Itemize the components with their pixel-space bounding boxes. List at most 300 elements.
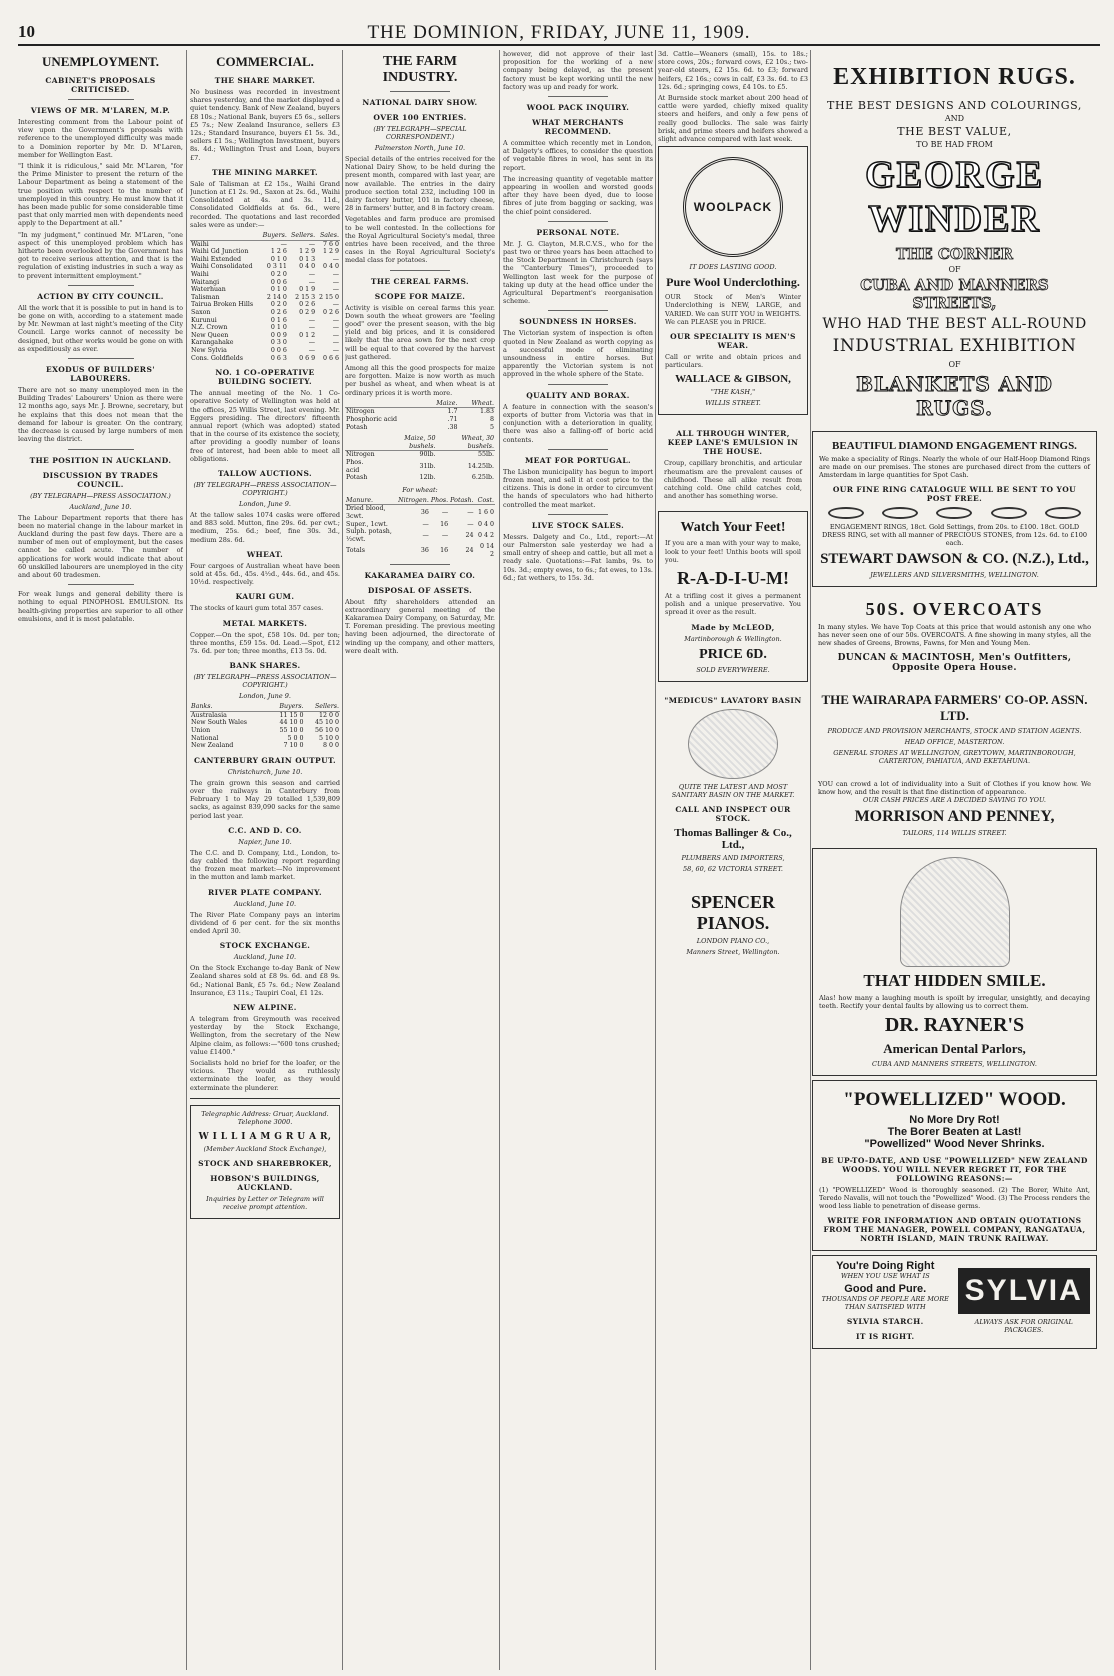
- table-cell: 55 10 0: [279, 726, 304, 734]
- table-cell: —: [441, 531, 449, 539]
- ad-text: In many styles. We have Top Coats at this price that would astonish any one who has never seen one of our 50s. OVERCOATS. A fine showing in many styles, all the new shades of Greens, Browns, Fawns, for Men and Young Men.: [818, 623, 1091, 647]
- ad-text: PRODUCE AND PROVISION MERCHANTS, STOCK AND STATION AGENTS.: [827, 727, 1082, 735]
- table-cell: 5 10 0: [318, 734, 339, 742]
- ad-text: PLUMBERS AND IMPORTERS,: [681, 853, 785, 862]
- table-cell: —: [332, 301, 339, 309]
- article-paragraph: For weak lungs and general debility there is nothing to equal PINOPHOSL EMULSION. Its health-giving properties are superior to all other emulsions, and it is most palatable.: [18, 590, 183, 623]
- column-market-ads: [658, 50, 808, 1670]
- subheading: KAKARAMEA DAIRY CO.: [364, 570, 476, 580]
- ad-heading: SPENCER PIANOS.: [690, 891, 775, 933]
- divider: [68, 99, 134, 100]
- divider: [390, 91, 450, 92]
- table-cell: —: [332, 255, 339, 263]
- article-paragraph: Among all this the good prospects for maize are forgotten. Maize is now worth as much per bushel as wheat, and when wheat is at ordinary prices it is worth more.: [345, 364, 495, 397]
- table-cell: Waihi Extended: [191, 255, 242, 263]
- table-cell: New Zealand: [191, 742, 234, 750]
- divider: [390, 564, 450, 565]
- table-cell: .38: [447, 423, 458, 431]
- divider: [548, 449, 608, 450]
- ad-heading: Watch Your Feet!: [680, 520, 786, 536]
- subheading: LIVE STOCK SALES.: [531, 520, 625, 530]
- table-cell: —: [308, 339, 316, 347]
- table-cell: —: [332, 339, 339, 347]
- table-cell: —: [308, 278, 316, 286]
- table-cell: 1.83: [479, 408, 494, 416]
- table-row: [190, 347, 340, 355]
- table-row: [190, 332, 340, 340]
- ad-heading: ALL THROUGH WINTER, KEEP LANE'S EMULSION IN THE HOUSE.: [667, 429, 799, 457]
- table-row: [190, 286, 340, 294]
- table-cell: 0 6 6: [322, 354, 339, 362]
- ad-text: THE BEST VALUE,: [897, 125, 1012, 138]
- overcoats-advertisement: [812, 591, 1097, 680]
- table-header: Phos.: [430, 496, 449, 504]
- spencer-pianos-advertisement: [658, 884, 808, 963]
- article-paragraph: The River Plate Company pays an interim dividend of 6 per cent. for the six months ended April 30.: [190, 910, 340, 935]
- dateline: London, June 9.: [239, 499, 291, 508]
- dateline: Palmerston North, June 10.: [374, 144, 466, 152]
- subheading: WHEAT.: [246, 549, 284, 559]
- ad-heading: "MEDICUS" LAVATORY BASIN: [664, 695, 802, 705]
- subheading: NEW ALPINE.: [233, 1003, 297, 1013]
- ad-heading: WALLACE & GIBSON,: [675, 373, 791, 386]
- ad-brand: STEWART DAWSON & CO. (N.Z.), Ltd.,: [820, 551, 1089, 567]
- table-row: [345, 505, 495, 521]
- table-cell: Waihi: [191, 271, 209, 279]
- article-paragraph: Socialists hold no brief for the loafer, or the vicious. They would as ruthlessly exterminate the loafer, as they would exterminate the plunderer.: [190, 1059, 340, 1092]
- table-cell: 55lb.: [477, 451, 494, 459]
- table-row: [190, 294, 340, 302]
- article-paragraph: Interesting comment from the Labour point of view upon the Government's proposals with reference to the unemployed difficulty was made to a Dominion reporter by Mr. D. M'Laren, member for Wellington East.: [18, 118, 183, 159]
- table-cell: 44 10 0: [279, 719, 304, 727]
- divider: [68, 285, 134, 286]
- bank-table: [190, 703, 340, 750]
- table-cell: Talisman: [191, 293, 220, 301]
- table-cell: 14.25lb.: [467, 462, 494, 470]
- morrison-penney-advertisement: [812, 776, 1097, 844]
- ad-text: SYLVIA STARCH.: [846, 1317, 924, 1326]
- table-header: Sellers.: [305, 703, 340, 711]
- subheading: WOOL PACK INQUIRY.: [526, 103, 630, 113]
- stewart-dawson-advertisement: [812, 431, 1097, 587]
- ad-text: WHEN YOU USE WHAT IS: [840, 1272, 930, 1280]
- ad-text: Made by McLEOD,: [691, 622, 775, 632]
- ad-text: YOU can crowd a lot of individuality into a Suit of Clothes if you know how. We know how, and the result is that fine distinction of appearance.: [818, 780, 1091, 796]
- ad-text: BLANKETS AND RUGS.: [856, 372, 1053, 420]
- subheading: STOCK EXCHANGE.: [219, 941, 311, 951]
- article-paragraph: Copper.—On the spot, £58 10s. 0d. per ton; three months, £59 15s. 0d. Lead.—Spot, £12 7s. 6d. per ton; three months, £13 5s. 0d.: [190, 630, 340, 655]
- table-header: Sales.: [316, 232, 340, 240]
- ad-text: CUBA AND MANNERS STREETS,: [860, 276, 1049, 312]
- table-header: [345, 435, 379, 451]
- ad-text: LONDON PIANO CO.,: [696, 936, 770, 945]
- article-paragraph: Mr. J. G. Clayton, M.R.C.V.S., who for the past two or three years has been attached to the Stock Department in Christchurch (says the "Canterbury Times"), proceeded to Wellington last week for the purpose of taking up duty at the head office under the Agricultural Department's reorganisation scheme.: [503, 239, 653, 306]
- article-paragraph: Sale of Talisman at £2 15s., Waihi Grand Junction at £1 2s. 9d., Saxon at 2s. 6d., Waihi Consolidated at 4s. and 3s. 11d., Consolidated Goldfields at 6s. 6d., were recorded. The quotations and last recorded sales were as under:—: [190, 179, 340, 229]
- table-cell: —: [422, 531, 429, 539]
- ad-text: Alas! how many a laughing mouth is spoilt by irregular, unsightly, and decaying teeth. Rectify your dental faults by allowing us to correct them.: [819, 994, 1090, 1010]
- table-cell: 2 15 3: [295, 293, 316, 301]
- ad-heading: BEAUTIFUL DIAMOND ENGAGEMENT RINGS.: [832, 440, 1077, 452]
- sylvia-text: [819, 1260, 952, 1344]
- rayner-dental-advertisement: [812, 848, 1097, 1076]
- ad-text: TO BE HAD FROM: [916, 140, 993, 149]
- ad-text: HEAD OFFICE, MASTERTON.: [904, 738, 1005, 746]
- table-cell: 1 2 9: [299, 248, 316, 256]
- table-header: Nitrogen.: [398, 496, 429, 504]
- article-paragraph: The Labour Department reports that there has been no material change in the labour market in Auckland during the past few days. There are a number of men out of employment, but the cases cannot be called acute. The number of applications for work would indicate that about 60 unskilled labourers are unemployed in the city and about 60 tradesmen.: [18, 513, 183, 579]
- table-row: [345, 528, 495, 543]
- section-heading: UNEMPLOYMENT.: [41, 54, 160, 69]
- table-row: [345, 424, 495, 432]
- subheading: BANK SHARES.: [229, 661, 301, 671]
- ad-heading: THE WAIRARAPA FARMERS' CO-OP. ASSN. LTD.: [821, 692, 1088, 723]
- woolpack-logo: [683, 157, 783, 257]
- ring-icon: [1045, 507, 1081, 519]
- ad-heading: Thomas Ballinger & Co., Ltd.,: [674, 826, 792, 851]
- column-divider: [186, 50, 187, 1670]
- table-header: Buyers.: [259, 232, 287, 240]
- column-unemployment: [18, 50, 183, 1670]
- ad-text: OUR Stock of Men's Winter Underclothing is NEW, LARGE, and VARIED. We can SUIT YOU in WEIGHTS. We can PLEASE you in PRICE.: [665, 293, 801, 326]
- fertiliser-table: [345, 435, 495, 482]
- table-cell: 0 2 6: [322, 308, 339, 316]
- article-paragraph: Four cargoes of Australian wheat have been sold at 45s. 6d., 45s. 4½d., 44s. 6d., and 45s. 10½d. respectively.: [190, 561, 340, 587]
- table-caption: For wheat:: [402, 485, 438, 494]
- article-paragraph: The stocks of kauri gum total 357 cases.: [190, 604, 324, 613]
- ring-icon: [828, 507, 864, 519]
- article-paragraph: There are not so many unemployed men in the Building Trades' Labourers' Union as there were 12 months ago, says Mr. J. Browne, secretary, but he explains that this does not mean that the demand for labour is greater. On the contrary, the decrease is caused by large numbers of men leaving the district.: [18, 386, 183, 444]
- table-cell: 0 0 6: [270, 278, 287, 286]
- subheading: METAL MARKETS.: [222, 618, 308, 628]
- subheading: THE POSITION IN AUCKLAND.: [29, 455, 172, 465]
- ad-heading: "POWELLIZED" WOOD.: [843, 1089, 1066, 1110]
- dateline: London, June 9.: [239, 692, 291, 701]
- table-cell: 0 0 9: [270, 331, 287, 339]
- ad-text: THE BEST DESIGNS AND COLOURINGS,: [827, 99, 1082, 112]
- table-header: Maize.: [424, 400, 459, 408]
- ad-text: The Borer Beaten at Last!: [887, 1126, 1022, 1138]
- table-cell: —: [332, 278, 339, 286]
- table-cell: —: [332, 346, 339, 354]
- article-paragraph: Special details of the entries received for the National Dairy Show, to be held during the present month, compared with last year, are now available. The entries in the dairy produce section total 232, including 100 in dairy factory butter, 101 in factory cheese, 28 in farmers' butter, and 8 in factory cream.: [345, 155, 495, 213]
- table-header: Maize, 50 bushels.: [379, 435, 436, 451]
- table-cell: 0 4 0: [477, 520, 494, 528]
- table-row: [190, 355, 340, 363]
- table-row: [190, 256, 340, 264]
- table-row: [190, 317, 340, 325]
- table-cell: Sulph. potash, ½cwt.: [346, 528, 392, 543]
- masthead: [18, 22, 1100, 46]
- table-cell: Super., 1cwt.: [346, 520, 388, 528]
- table-cell: 31lb.: [419, 462, 436, 470]
- ad-text: IT IS RIGHT.: [856, 1332, 915, 1341]
- ad-text: If you are a man with your way to make, look to your feet! Unthis boots will spoil you.: [665, 539, 801, 564]
- table-cell: 0 4 0: [322, 263, 339, 271]
- table-cell: 5 0 0: [287, 734, 304, 742]
- sylvia-brand-box: [958, 1268, 1091, 1337]
- divider: [548, 310, 608, 311]
- table-cell: —: [332, 271, 339, 279]
- table-cell: —: [467, 520, 474, 528]
- column-farm-industry: [345, 50, 495, 1670]
- column-advertisements: [812, 50, 1097, 1670]
- manure-table: [345, 497, 495, 559]
- article-paragraph: The C.C. and D. Company, Ltd., London, to-day cabled the following report regarding the frozen meat market:—No improvement in the mutton and lamb market.: [190, 848, 340, 882]
- table-cell: 24: [465, 531, 474, 539]
- table-row: [190, 263, 340, 271]
- table-cell: 0 0 6: [270, 346, 287, 354]
- article-paragraph: The grain grown this season and carried over the railways in Canterbury from February 1 to May 29 totalled 1,539,809 sacks, as against 839,090 sacks for the same period last year.: [190, 778, 340, 820]
- ad-text: We make a speciality of Rings. Nearly the whole of our Half-Hoop Diamond Rings are made on our premises. The stones are purchased direct from the cutters of Amsterdam in large quantities for Spot Cash.: [819, 455, 1090, 479]
- ad-text: IT DOES LASTING GOOD.: [689, 263, 777, 272]
- table-cell: 0 6 3: [270, 354, 287, 362]
- table-cell: 1 2 6: [270, 248, 287, 256]
- ad-text: Call or write and obtain prices and particulars.: [665, 353, 801, 370]
- table-row: [190, 309, 340, 317]
- table-cell: Waihi Gd Junction: [191, 248, 249, 256]
- subheading: EXODUS OF BUILDERS' LABOURERS.: [46, 365, 155, 384]
- table-cell: Nitrogen: [346, 451, 375, 459]
- ad-text: (1) "POWELLIZED" Wood is thoroughly seasoned. (2) The Borer, White Ant, Teredo Navalis, will not touch the "Powellized" Wood. (3) The Process renders the wood less liable to penetration of disease germs.: [819, 1186, 1090, 1210]
- ad-text: Inquiries by Letter or Telegram will receive prompt attention.: [206, 1194, 324, 1211]
- dateline: Napier, June 10.: [238, 837, 292, 846]
- woolpack-advertisement: [658, 146, 808, 415]
- table-row: [190, 339, 340, 347]
- column-wool: [503, 50, 653, 1670]
- table-cell: Potash: [346, 474, 368, 482]
- table-cell: Saxon: [191, 308, 211, 316]
- table-cell: Karangahake: [191, 339, 234, 347]
- article-paragraph: The increasing quantity of vegetable matter appearing in woollen and worsted goods after they have been dyed, due to loose fibres of jute from bagging or sacking, was the chief point considered.: [503, 174, 653, 216]
- ad-text: CALL AND INSPECT OUR STOCK.: [675, 804, 791, 823]
- dateline: Auckland, June 10.: [233, 953, 297, 962]
- table-cell: 16: [440, 520, 449, 528]
- ad-brand: GEORGE WINDER: [865, 154, 1044, 240]
- article-paragraph: Activity is visible on cereal farms this year. Down south the wheat growers are "feeling good" over the present season, with the big yield and big prices, and it is considered likely that the area sown for the next crop will be equal to that covered by the harvest just gathered.: [345, 303, 495, 361]
- table-cell: Kurunui: [191, 316, 217, 324]
- divider: [68, 584, 134, 585]
- divider: [190, 1098, 340, 1099]
- table-cell: 2 14 0: [266, 293, 287, 301]
- ad-brand: DR. RAYNER'S: [884, 1014, 1025, 1036]
- article-paragraph: A feature in connection with the season's exports of butter from Victoria was that in conjunction with a deterioration in quality, there was also a falling-off of boric acid contents.: [503, 402, 653, 444]
- table-cell: 0 4 0: [299, 263, 316, 271]
- ad-heading: 50S. OVERCOATS: [865, 599, 1044, 619]
- table-row: [190, 727, 340, 735]
- table-cell: —: [467, 509, 474, 517]
- subheading: DISPOSAL OF ASSETS.: [367, 585, 473, 595]
- table-row: [345, 521, 495, 529]
- table-header: Buyers.: [269, 703, 305, 711]
- column-commercial: [190, 50, 340, 1670]
- table-header: Wheat, 30 bushels.: [437, 435, 496, 451]
- ad-text: STOCK AND SHAREBROKER,: [198, 1158, 332, 1168]
- subheading: NATIONAL DAIRY SHOW.: [362, 98, 478, 107]
- article-paragraph: "I think it is ridiculous," said Mr. M'Laren, "for the Prime Minister to present the return of the Labour Department as being a statement of the true position with respect to the number of unemployed in this country. He must know that it has been made public for some considerable time past that only married men with dependents need apply to the Department at all.": [18, 162, 183, 228]
- table-cell: —: [308, 324, 316, 332]
- ad-brand: American Dental Parlors,: [883, 1041, 1026, 1056]
- table-cell: 12 0 0: [318, 711, 339, 719]
- table-row: [190, 301, 340, 309]
- column-divider: [655, 50, 656, 1670]
- winder-advertisement: [812, 50, 1097, 427]
- table-row: [190, 711, 340, 719]
- maize-table: [345, 400, 495, 431]
- article-paragraph: A committee which recently met in London, at Dalgety's offices, to consider the question of vegetable fibres in wool, has sent in its report.: [503, 139, 653, 172]
- table-cell: Tairua Broken Hills: [191, 301, 254, 309]
- divider: [68, 449, 134, 450]
- ad-text: Telegraphic Address: Gruar, Auckland. Telephone 3000.: [201, 1109, 329, 1126]
- table-row: [190, 240, 340, 248]
- table-cell: —: [308, 240, 316, 248]
- table-cell: 0 2 0: [270, 301, 287, 309]
- ad-brand: SYLVIA: [958, 1268, 1091, 1314]
- table-header: Sellers.: [288, 232, 316, 240]
- ad-text: Manners Street, Wellington.: [686, 947, 780, 956]
- ring-icon: [936, 507, 972, 519]
- table-cell: Phos. acid: [346, 459, 364, 474]
- article-paragraph: The annual meeting of the No. 1 Co-operative Society of Wellington was held at the offices, 25 Willis Street, last evening. Mr. Eggers presiding. The directors' fifteenth annual report (which was adopted) stated that in the course of its existence the society, after providing a goodly number of loans free of interest, had been able to meet all obligations.: [190, 389, 340, 463]
- article-paragraph: No business was recorded in investment shares yesterday, and the market displayed a quiet tendency. Bank of New Zealand, buyers £8 10s.; National Bank, buyers £5 6s., sellers £5 7s.; New Zealand Insurance, sellers £3 12s.; Standard Insurance, buyers £1 5s. 3d., sellers £1 5s.; Wellington Investment, buyers 8s. 4d.; Wellington Trust and Loan, buyers £7.: [190, 88, 340, 162]
- ad-heading: EXHIBITION RUGS.: [833, 64, 1076, 90]
- ad-text: ALWAYS ASK FOR ORIGINAL PACKAGES.: [974, 1317, 1073, 1334]
- table-cell: 0 1 6: [270, 316, 287, 324]
- table-cell: 0 1 9: [299, 286, 316, 294]
- ad-text: OUR SPECIALITY IS MEN'S WEAR.: [670, 332, 796, 351]
- subheading: RIVER PLATE COMPANY.: [208, 887, 322, 897]
- table-cell: 0 3 11: [266, 263, 287, 271]
- table-row: [345, 474, 495, 482]
- ring-icon: [991, 507, 1027, 519]
- ad-text: 58, 60, 62 VICTORIA STREET.: [683, 864, 783, 873]
- subheading: OVER 100 ENTRIES.: [373, 113, 467, 122]
- table-cell: 6.25lb.: [471, 474, 494, 482]
- ad-text: INDUSTRIAL EXHIBITION: [832, 336, 1077, 356]
- wairarapa-advertisement: [812, 684, 1097, 772]
- subheading: TALLOW AUCTIONS.: [217, 468, 313, 478]
- article-paragraph: At the tallow sales 1074 casks were offered and 883 sold. Mutton, fine 29s. 6d. per cwt.; medium, 25s. 6d.; beef, fine 30s. 3d., medium 28s. 6d.: [190, 510, 340, 544]
- subheading: ACTION BY CITY COUNCIL.: [37, 291, 164, 301]
- ad-text: HOBSON'S BUILDINGS, AUCKLAND.: [210, 1173, 320, 1192]
- table-cell: 0 1 3: [299, 255, 316, 263]
- section-heading: COMMERCIAL.: [216, 54, 314, 69]
- table-header: Potash.: [450, 496, 474, 504]
- table-row: [345, 459, 495, 474]
- column-divider: [810, 50, 811, 1670]
- dateline: Auckland, June 10.: [233, 899, 297, 908]
- subheading: THE SHARE MARKET.: [214, 76, 316, 85]
- article-paragraph: On the Stock Exchange to-day Bank of New Zealand shares sold at £8 9s. 6d. and £8 9s. 6d.; National Bank, £5 7s. 6d.; New Zealand Insurance, £3 11s.; Taupiri Coal, £1 12s.: [190, 964, 340, 997]
- table-cell: —: [308, 316, 316, 324]
- table-cell: 0 1 0: [270, 324, 287, 332]
- table-cell: —: [308, 271, 316, 279]
- table-row: [190, 742, 340, 750]
- ad-text: ENGAGEMENT RINGS, 18ct. Gold Settings, from 20s. to £100. 18ct. GOLD DRESS RING, set with all manner of PRECIOUS STONES, from 12s. 6d. to £100 each.: [822, 523, 1087, 547]
- dateline: (BY TELEGRAPH—SPECIAL CORRESPONDENT.): [373, 125, 467, 141]
- table-cell: 0 3 0: [270, 339, 287, 347]
- table-row: [190, 324, 340, 332]
- table-row: [345, 416, 495, 424]
- divider: [548, 514, 608, 515]
- table-cell: 11 15 0: [279, 711, 304, 719]
- table-cell: National: [191, 734, 219, 742]
- subheading: THE CEREAL FARMS.: [370, 276, 470, 286]
- ad-text: TAILORS, 114 WILLIS STREET.: [902, 829, 1007, 837]
- table-header: Cost.: [475, 497, 495, 505]
- subheading: QUALITY AND BORAX.: [526, 390, 630, 400]
- ad-text: CUBA AND MANNERS STREETS, WELLINGTON.: [872, 1060, 1037, 1068]
- ad-text: OF: [948, 360, 961, 369]
- table-cell: 2 15 0: [318, 293, 339, 301]
- ad-text: "THE KASH,": [710, 388, 756, 397]
- table-header: [345, 400, 424, 408]
- ad-text: BE UP-TO-DATE, AND USE "POWELLIZED" NEW ZEALAND WOODS. YOU WILL NEVER REGRET IT, FOR THE FOLLOWING REASONS:—: [821, 1156, 1088, 1183]
- ad-text: THE CORNER: [895, 245, 1014, 263]
- table-cell: 1 6 0: [477, 509, 494, 517]
- column-divider: [499, 50, 500, 1670]
- table-cell: —: [441, 509, 449, 517]
- article-paragraph: A telegram from Greymouth was received yesterday by the Stock Exchange, Wellington, from the secretary of the New Alpine claim, as follows:—"600 tons crushed; value £1400.": [190, 1015, 340, 1056]
- table-cell: Waitangi: [191, 278, 220, 286]
- table-cell: 1 2 9: [322, 248, 339, 256]
- table-cell: 90lb.: [419, 451, 436, 459]
- table-cell: Nitrogen: [346, 408, 375, 416]
- section-heading: THE FARM INDUSTRY.: [382, 54, 458, 85]
- ad-text: OUR CASH PRICES ARE A DECIDED SAVING TO YOU.: [863, 796, 1046, 804]
- table-cell: New Sylvia: [191, 346, 227, 354]
- ad-brand: DUNCAN & MACINTOSH, Men's Outfitters, Opposite Opera House.: [837, 653, 1072, 673]
- subheading: CANTERBURY GRAIN OUTPUT.: [193, 755, 337, 765]
- table-cell: —: [332, 286, 339, 294]
- table-cell: 7 6 0: [322, 240, 339, 248]
- ad-heading: You're Doing Right: [836, 1260, 935, 1272]
- table-cell: N.Z. Crown: [191, 324, 228, 332]
- ad-heading: THAT HIDDEN SMILE.: [863, 971, 1046, 990]
- article-paragraph: "In my judgment," continued Mr. M'Laren, "one aspect of this unemployed problem which has hitherto been overlooked by the Government has got to receive serious attention, and that is the regulation of existing industries in such a way as to prevent intermittent employment.": [18, 230, 183, 280]
- table-cell: New South Wales: [191, 719, 248, 727]
- table-cell: 7 10 0: [283, 742, 304, 750]
- dateline: Auckland, June 10.: [69, 502, 132, 511]
- table-cell: Waihi Consolidated: [191, 263, 253, 271]
- ad-text: No More Dry Rot!: [909, 1114, 1000, 1126]
- table-cell: 0 1 0: [270, 255, 287, 263]
- ad-text: QUITE THE LATEST AND MOST SANITARY BASIN ON THE MARKET.: [671, 782, 795, 799]
- ring-icon: [882, 507, 918, 519]
- table-row: [190, 248, 340, 256]
- ad-text: Croup, capillary bronchitis, and articular rheumatism are the prevalent causes of childhood. These all alike result from catching cold. One child catches cold, and another has something worse.: [664, 459, 802, 501]
- table-cell: 0 2 6: [270, 308, 287, 316]
- ad-text: THOUSANDS OF PEOPLE ARE MORE THAN SATISFIED WITH: [821, 1295, 949, 1311]
- table-cell: 0 6 9: [299, 354, 316, 362]
- table-cell: 0 14 2: [479, 543, 494, 558]
- article-paragraph: The Lisbon municipality has begun to import frozen meat, and sell it at cost price to the citizens. This is done in order to circumvent the hands of speculators who had hitherto controlled the meat market.: [503, 467, 653, 509]
- table-row: [345, 451, 495, 459]
- table-cell: 36: [420, 509, 429, 517]
- ad-text: OUR FINE RING CATALOGUE WILL BE SENT TO YOU POST FREE.: [832, 485, 1077, 503]
- logo-text: WOOLPACK: [693, 200, 773, 215]
- table-cell: Cons. Goldfields: [191, 354, 243, 362]
- subheading: CABINET'S PROPOSALS CRITICISED.: [45, 76, 156, 94]
- table-cell: —: [332, 316, 339, 324]
- dateline: Christchurch, June 10.: [227, 767, 303, 776]
- table-cell: 36: [420, 547, 429, 555]
- ad-heading: Pure Wool Underclothing.: [666, 275, 800, 290]
- table-cell: —: [280, 240, 287, 248]
- ad-text: At a trifling cost it gives a permanent polish and a unique preservative. You spread it over as the result.: [665, 592, 801, 617]
- table-cell: Dried blood, 3cwt.: [346, 505, 386, 520]
- divider: [548, 221, 608, 222]
- subheading: THE MINING MARKET.: [211, 167, 319, 177]
